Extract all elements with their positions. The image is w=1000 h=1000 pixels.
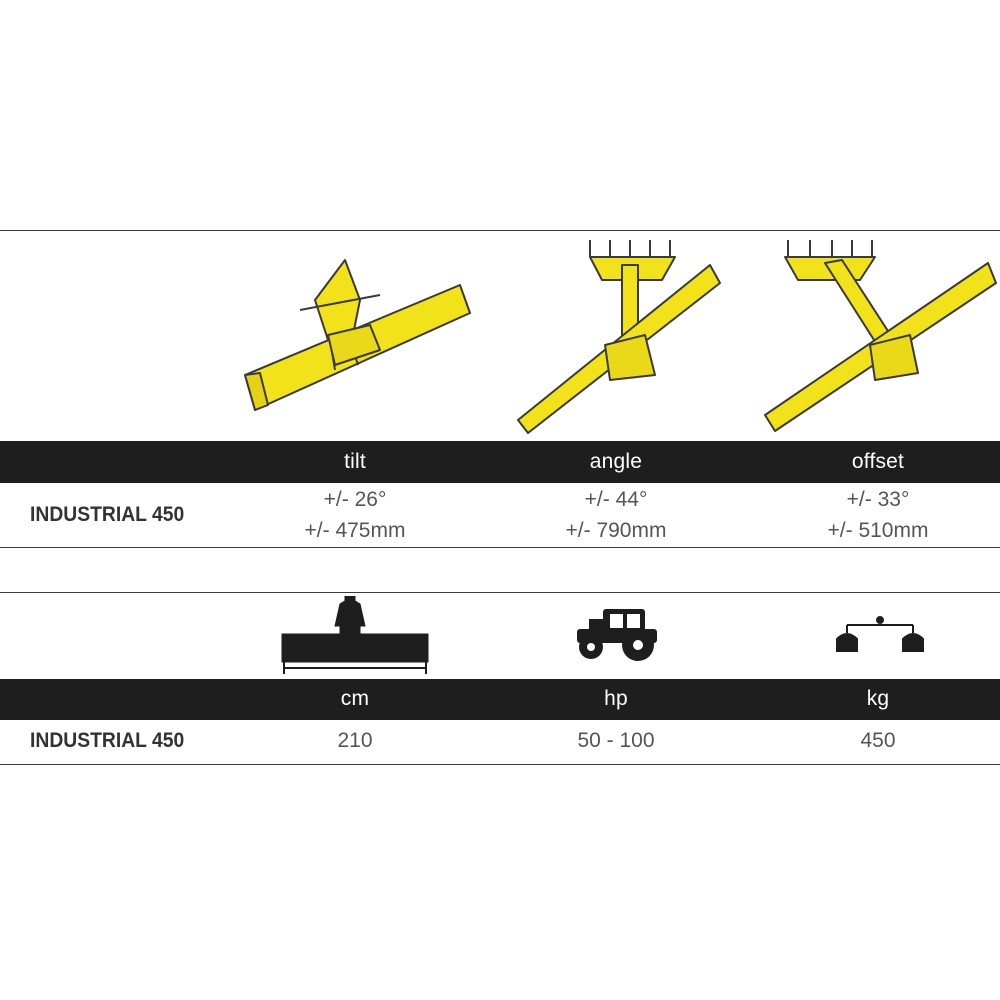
width-header: cm [340,687,370,710]
table1-top-rule [0,230,1000,231]
blade-width-icon [280,596,432,676]
tilt-blade-icon [240,255,475,415]
tractor-icon [575,607,660,662]
weight-header: kg [866,687,890,710]
angle-blade-icon [510,235,725,435]
table1-bottom-rule [0,547,1000,548]
angle-header: angle [589,450,643,473]
scale-icon [835,615,925,657]
table2-top-rule [0,592,1000,593]
angle-degrees: +/- 44° [584,488,648,511]
angle-mm: +/- 790mm [565,519,667,542]
width-value: 210 [337,729,373,752]
weight-value: 450 [860,729,896,752]
offset-mm: +/- 510mm [827,519,929,542]
tilt-degrees: +/- 26° [323,488,387,511]
power-header: hp [604,687,628,710]
power-value: 50 - 100 [577,729,655,752]
table2-bottom-rule [0,764,1000,765]
offset-header: offset [851,450,905,473]
model-name: INDUSTRIAL 450 [30,503,185,526]
tilt-header: tilt [344,450,366,473]
offset-blade-icon [760,235,1000,435]
model-name-2: INDUSTRIAL 450 [30,729,185,752]
tilt-mm: +/- 475mm [304,519,406,542]
offset-degrees: +/- 33° [846,488,910,511]
